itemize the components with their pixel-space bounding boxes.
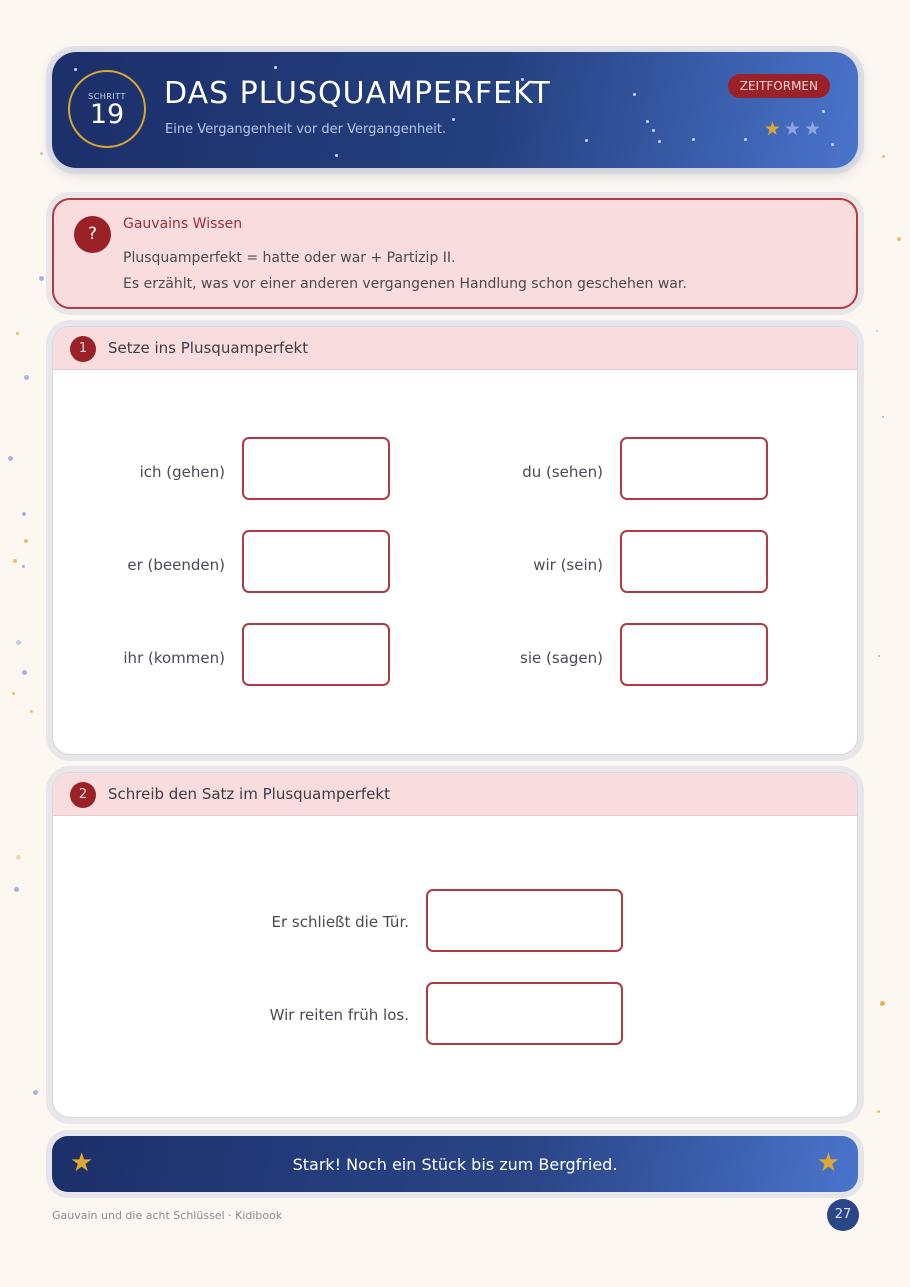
decor-dot — [33, 1090, 38, 1095]
answer-box[interactable] — [620, 530, 768, 593]
answer-box[interactable] — [426, 889, 623, 952]
decor-dot — [876, 330, 878, 332]
decor-dot — [882, 155, 885, 158]
answer-box[interactable] — [242, 623, 390, 686]
exercise-prompt: er (beenden) — [127, 556, 225, 574]
star-icon: ★ — [816, 1148, 840, 1178]
exercise-2-header — [53, 773, 857, 816]
step-label: SCHRITT — [88, 92, 126, 101]
exercise-sentence: Wir reiten früh los. — [269, 1006, 409, 1024]
step-badge — [68, 70, 146, 148]
decor-dot — [16, 640, 21, 645]
exercise-number: 1 — [70, 336, 96, 362]
answer-box[interactable] — [242, 437, 390, 500]
decor-dot — [877, 1110, 880, 1113]
exercise-1-card — [52, 326, 858, 755]
decor-dot — [30, 710, 33, 713]
star-icon: ★ — [70, 1148, 94, 1178]
exercise-prompt: ich (gehen) — [139, 463, 225, 481]
exercise-sentence: Er schließt die Tür. — [271, 913, 409, 931]
knowledge-title: Gauvains Wissen — [123, 216, 243, 232]
exercise-number: 2 — [70, 782, 96, 808]
decor-dot — [13, 559, 17, 563]
answer-box[interactable] — [242, 530, 390, 593]
decor-dot — [24, 375, 29, 380]
decor-dot — [8, 456, 13, 461]
encouragement-banner — [52, 1136, 858, 1192]
decor-dot — [40, 152, 43, 155]
decor-dot — [16, 332, 19, 335]
exercise-title: Schreib den Satz im Plusquamperfekt — [108, 785, 390, 803]
encouragement-message: Stark! Noch ein Stück bis zum Bergfried. — [292, 1155, 618, 1174]
knowledge-box — [52, 198, 858, 309]
decor-dot — [22, 670, 27, 675]
decor-dot — [882, 416, 884, 418]
decor-dot — [880, 1001, 885, 1006]
question-icon: ? — [74, 216, 111, 253]
exercise-prompt: du (sehen) — [522, 463, 603, 481]
page-title: DAS PLUSQUAMPERFEKT — [164, 76, 551, 111]
exercise-prompt: sie (sagen) — [520, 649, 603, 667]
knowledge-rule: Plusquamperfekt = hatte oder war + Partizip II. — [123, 250, 456, 266]
decor-dot — [22, 512, 26, 516]
exercise-prompt: wir (sein) — [533, 556, 603, 574]
lesson-header — [52, 52, 858, 168]
book-credit: Gauvain und die acht Schlüssel · Kidibook — [52, 1209, 283, 1222]
decor-dot — [16, 855, 21, 860]
knowledge-explanation: Es erzählt, was vor einer anderen vergangenen Handlung schon geschehen war. — [123, 276, 687, 292]
decor-dot — [39, 276, 44, 281]
exercise-title: Setze ins Plusquamperfekt — [108, 339, 309, 357]
decor-dot — [878, 655, 880, 657]
exercise-prompt: ihr (kommen) — [123, 649, 225, 667]
star-empty-icon: ★ — [783, 118, 804, 140]
page-subtitle: Eine Vergangenheit vor der Vergangenheit. — [165, 122, 447, 137]
answer-box[interactable] — [620, 437, 768, 500]
step-number: 19 — [89, 99, 125, 130]
difficulty-rating — [764, 118, 824, 140]
answer-box[interactable] — [426, 982, 623, 1045]
exercise-2-card — [52, 772, 858, 1118]
decor-dot — [22, 565, 25, 568]
decor-dot — [897, 237, 901, 241]
page-number: 27 — [827, 1199, 859, 1231]
decor-dot — [24, 539, 28, 543]
decor-dot — [12, 692, 15, 695]
star-filled-icon: ★ — [763, 118, 784, 140]
star-empty-icon: ★ — [803, 118, 824, 140]
answer-box[interactable] — [620, 623, 768, 686]
topic-tag: ZEITFORMEN — [728, 74, 830, 98]
exercise-1-header — [53, 327, 857, 370]
decor-dot — [14, 887, 19, 892]
